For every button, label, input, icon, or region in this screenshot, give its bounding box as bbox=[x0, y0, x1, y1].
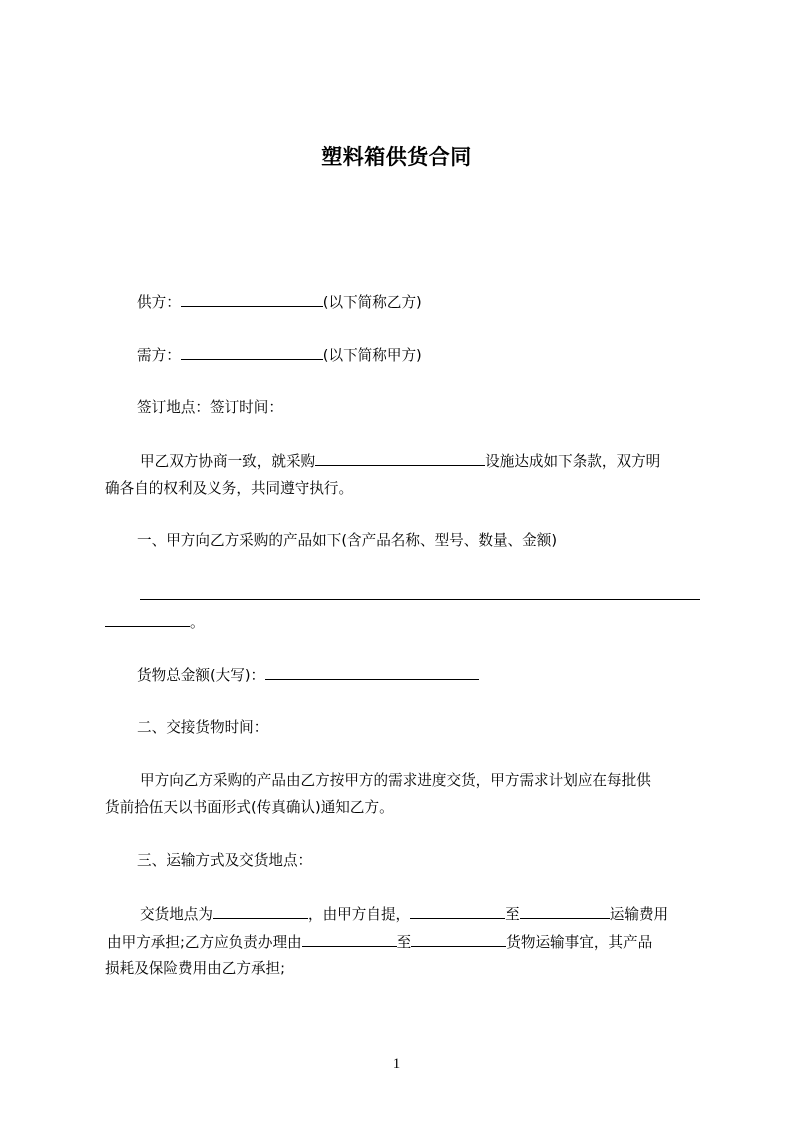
transport-to-blank bbox=[411, 932, 506, 947]
intro-prefix: 甲乙双方协商一致，就采购 bbox=[140, 453, 316, 470]
total-amount-line bbox=[137, 665, 479, 686]
delivery-place-blank bbox=[213, 904, 308, 919]
section3-heading: 三、运输方式及交货地点： bbox=[137, 852, 313, 869]
section1-heading: 一、甲方向乙方采购的产品如下(含产品名称、型号、数量、金额) bbox=[137, 532, 558, 549]
pickup-from-blank bbox=[410, 904, 505, 919]
intro-line-2: 确各自的权利及义务，共同遵守执行。 bbox=[105, 480, 354, 497]
buyer-label: 需方： bbox=[137, 347, 181, 364]
buyer-blank bbox=[181, 345, 323, 360]
fill-end-mark: 。 bbox=[190, 614, 205, 631]
section3-line-3: 损耗及保险费用由乙方承担; bbox=[105, 960, 286, 977]
intro-suffix: 设施达成如下条款，双方明 bbox=[485, 453, 661, 470]
intro-line-1 bbox=[140, 451, 660, 472]
product-blank-2 bbox=[105, 612, 190, 627]
supplier-line bbox=[137, 292, 422, 313]
section1-fill-line-1 bbox=[140, 585, 700, 606]
delivery-place-label: 交货地点为 bbox=[140, 906, 213, 923]
to-text-2: 至 bbox=[396, 934, 412, 951]
section2-heading: 二、交接货物时间： bbox=[137, 719, 269, 736]
self-pickup-text: ，由甲方自提， bbox=[307, 906, 411, 923]
section2-para-line-2: 货前拾伍天以书面形式(传真确认)通知乙方。 bbox=[105, 799, 394, 816]
document-title: 塑料箱供货合同 bbox=[321, 145, 472, 169]
section2-para-line-1: 甲方向乙方采购的产品由乙方按甲方的需求进度交货，甲方需求计划应在每批供 bbox=[140, 772, 651, 789]
freight-text: 运输费用 bbox=[609, 906, 669, 923]
total-amount-blank bbox=[265, 665, 479, 680]
supplier-blank bbox=[181, 292, 323, 307]
freight-bearer-text: 由甲方承担;乙方应负责办理由 bbox=[107, 934, 302, 951]
section3-line-1 bbox=[140, 904, 668, 925]
signing-line: 签订地点：签订时间： bbox=[137, 399, 283, 416]
supplier-label: 供方： bbox=[137, 294, 181, 311]
pickup-to-blank bbox=[520, 904, 610, 919]
buyer-line bbox=[137, 345, 422, 366]
intro-blank bbox=[315, 451, 485, 466]
total-amount-label: 货物总金额(大写)： bbox=[137, 667, 266, 684]
section1-fill-line-2 bbox=[105, 612, 205, 633]
section3-line-2 bbox=[107, 932, 652, 953]
to-text-1: 至 bbox=[505, 906, 520, 923]
supplier-suffix: (以下简称乙方) bbox=[322, 294, 422, 311]
product-blank-1 bbox=[140, 585, 700, 600]
transport-matters-text: 货物运输事宜，其产品 bbox=[506, 934, 653, 951]
transport-from-blank bbox=[302, 932, 397, 947]
page-number: 1 bbox=[392, 1056, 401, 1072]
buyer-suffix: (以下简称甲方) bbox=[322, 347, 422, 364]
